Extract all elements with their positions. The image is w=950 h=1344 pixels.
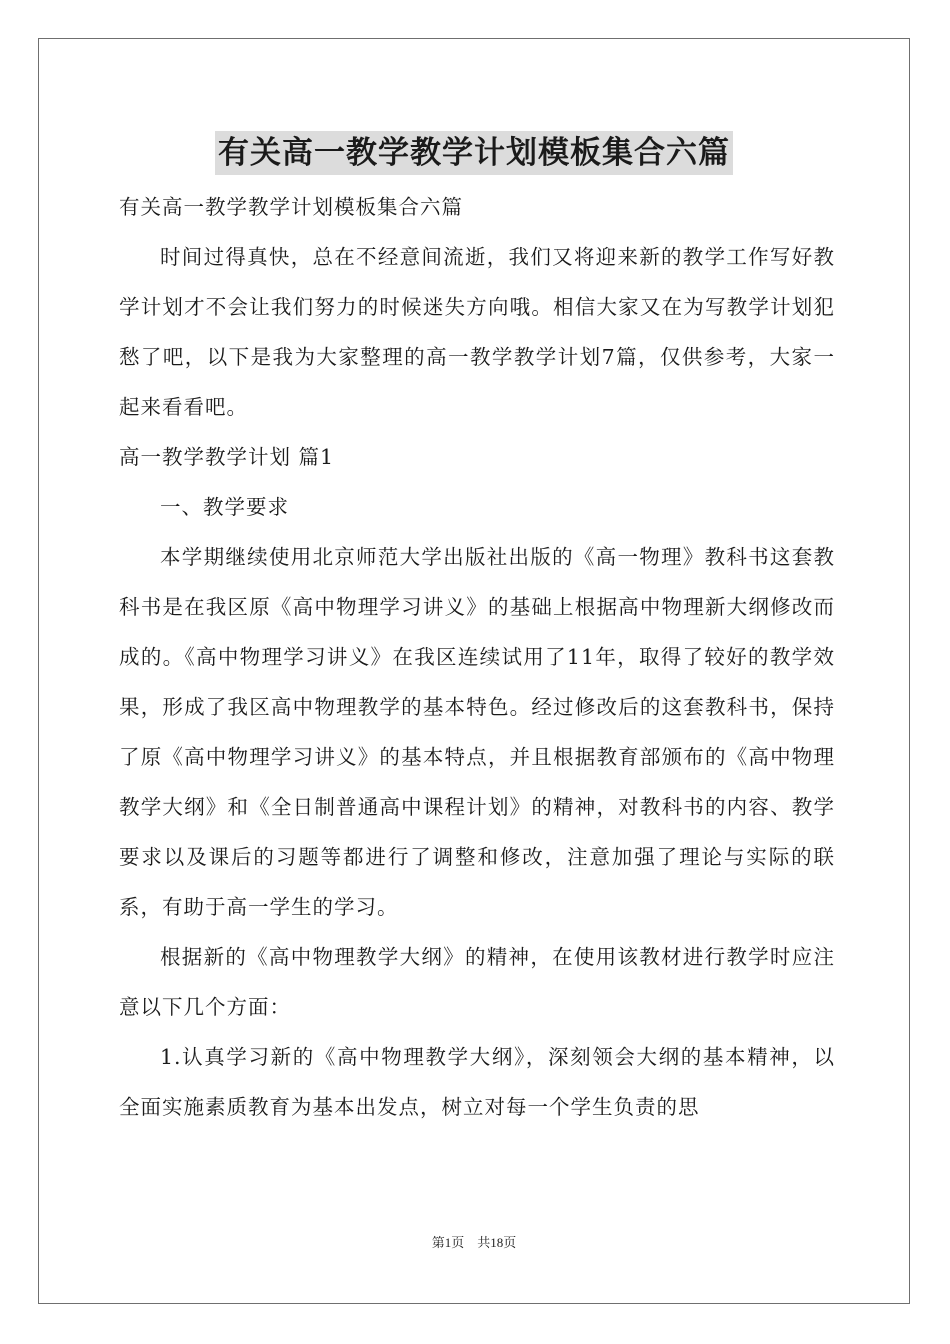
document-title: 有关高一教学教学计划模板集合六篇 bbox=[215, 131, 733, 175]
paragraph: 高一教学教学计划 篇1 bbox=[119, 445, 335, 469]
document-body bbox=[119, 182, 835, 1132]
paragraph: 有关高一教学教学计划模板集合六篇 bbox=[119, 195, 463, 219]
paragraph: 一、教学要求 bbox=[160, 495, 289, 519]
paragraph: 根据新的《高中物理教学大纲》的精神，在使用该教材进行教学时应注意以下几个方面： bbox=[119, 945, 835, 1019]
page-footer bbox=[39, 1232, 909, 1251]
paragraph: 1.认真学习新的《高中物理教学大纲》，深刻领会大纲的基本精神，以全面实施素质教育为基本出发点，树立对每一个学生负责的思 bbox=[119, 1045, 835, 1119]
document-page bbox=[38, 38, 910, 1304]
page-number: 第1页 共18页 bbox=[431, 1235, 517, 1250]
title-container bbox=[39, 131, 909, 175]
paragraph: 本学期继续使用北京师范大学出版社出版的《高一物理》教科书这套教科书是在我区原《高中物理学习讲义》的基础上根据高中物理新大纲修改而成的。《高中物理学习讲义》在我区连续试用了11年，取得了较好的教学效果，形成了我区高中物理教学的基本特色。经过修改后的这套教科书，保持了原《高中物理学习讲义》的基本特点，并且根据教育部颁布的《高中物理教学大纲》和《全日制普通高中课程计划》的精神，对教科书的内容、教学要求以及课后的习题等都进行了调整和修改，注意加强了理论与实际的联系，有助于高一学生的学习。 bbox=[119, 545, 835, 919]
paragraph: 时间过得真快，总在不经意间流逝，我们又将迎来新的教学工作写好教学计划才不会让我们努力的时候迷失方向哦。相信大家又在为写教学计划犯愁了吧，以下是我为大家整理的高一教学教学计划7篇，仅供参考，大家一起来看看吧。 bbox=[119, 245, 835, 419]
